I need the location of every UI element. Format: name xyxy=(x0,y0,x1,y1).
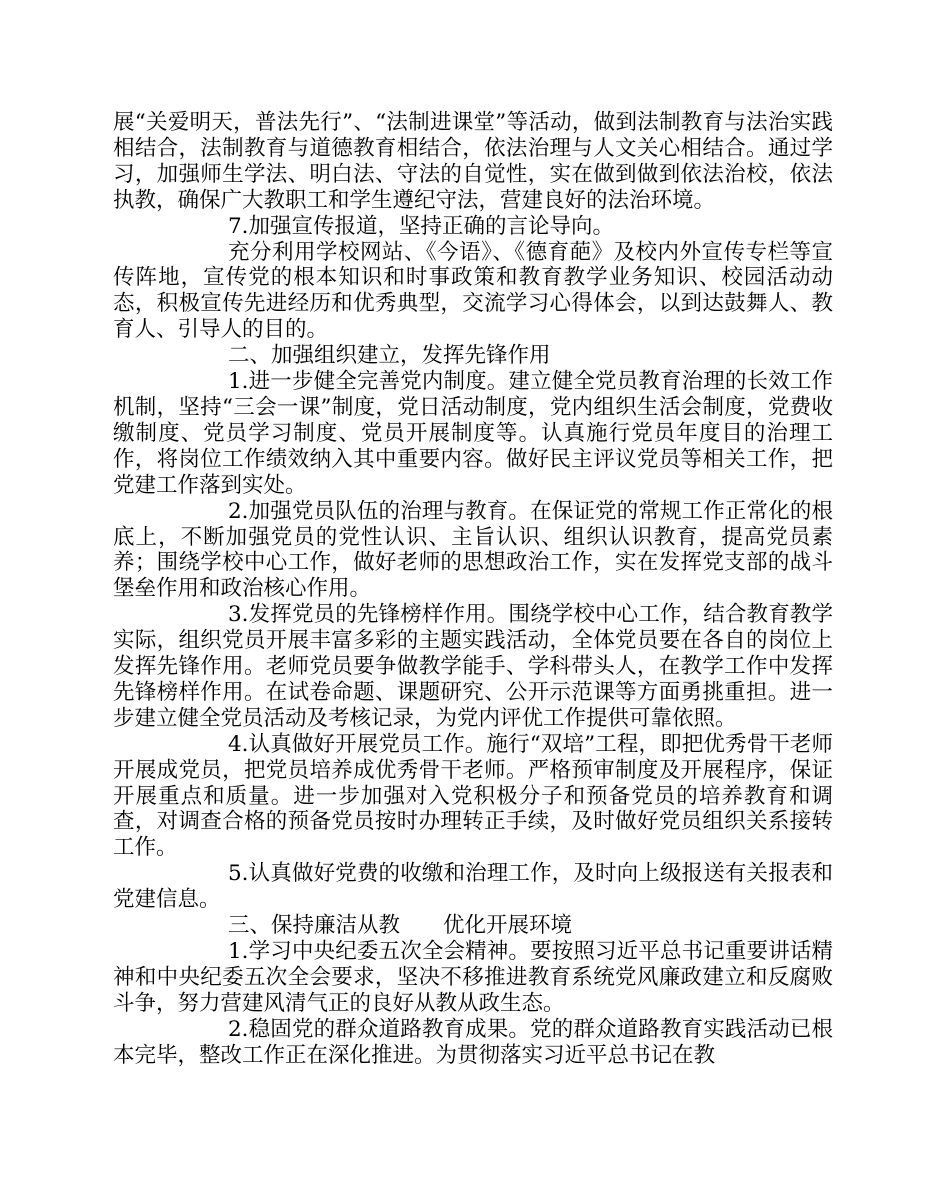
paragraph-legal-education: 展“关爱明天，普法先行”、“法制进课堂”等活动，做到法制教育与法治实践相结合，法制教育与道德教育相结合，依法治理与人文关心相结合。通过学习，加强师生学法、明白法、守法的自觉性，实在做到做到依法治校，依法执教，确保广大教职工和学生遵纪守法，营建良好的法治环境。 xyxy=(113,110,833,213)
item-1-plenary-study: 1.学习中央纪委五次全会精神。要按照习近平总书记重要讲话精神和中央纪委五次全会要求，坚决不移推进教育系统党风廉政建立和反腐败斗争，努力营建风清气正的良好从教从政生态。 xyxy=(113,939,833,1016)
item-3-party-role: 3.发挥党员的先锋榜样作用。围绕学校中心工作，结合教育教学实际，组织党员开展丰富多彩的主题实践活动，全体党员要在各自的岗位上发挥先锋作用。老师党员要争做教学能手、学科带头人，在教学工作中发挥先锋榜样作用。在试卷命题、课题研究、公开示范课等方面勇挑重担。进一步建立健全党员活动及考核记录，为党内评优工作提供可靠依照。 xyxy=(113,602,833,731)
item-2-party-team: 2.加强党员队伍的治理与教育。在保证党的常规工作正常化的根底上，不断加强党员的党性认识、主旨认识、组织认识教育，提高党员素养；围绕学校中心工作，做好老师的思想政治工作，实在发挥党支部的战斗堡垒作用和政治核心作用。 xyxy=(113,498,833,602)
item-7-publicity: 7.加强宣传报道，坚持正确的言论导向。 xyxy=(228,213,615,239)
section-heading-2: 二、加强组织建立，发挥先锋作用 xyxy=(228,343,551,369)
section-heading-3: 三、保持廉洁从教 优化开展环境 xyxy=(228,913,573,939)
item-2-mass-line: 2.稳固党的群众道路教育成果。党的群众道路教育实践活动已根本完毕，整改工作正在深化推进。为贯彻落实习近平总书记在教 xyxy=(113,1016,833,1068)
item-1-party-system: 1.进一步健全完善党内制度。建立健全党员教育治理的长效工作机制，坚持“三会一课”制度，党日活动制度，党内组织生活会制度，党费收缴制度、党员学习制度、党员开展制度等。认真施行党员年度目的治理工作，将岗位工作绩效纳入其中重要内容。做好民主评议党员等相关工作，把党建工作落到实处。 xyxy=(113,369,833,498)
document-page xyxy=(113,110,833,1069)
item-4-member-development: 4.认真做好开展党员工作。施行“双培”工程，即把优秀骨干老师开展成党员，把党员培养成优秀骨干老师。严格预审制度及开展程序，保证开展重点和质量。进一步加强对入党积极分子和预备党员的培养教育和调查，对调查合格的预备党员按时办理转正手续，及时做好党员组织关系接转工作。 xyxy=(113,731,833,861)
item-5-party-dues: 5.认真做好党费的收缴和治理工作，及时向上级报送有关报表和党建信息。 xyxy=(113,861,833,913)
paragraph-publicity-detail: 充分利用学校网站、《今语》、《德育葩》及校内外宣传专栏等宣传阵地，宣传党的根本知识和时事政策和教育教学业务知识、校园活动动态，积极宣传先进经历和优秀典型，交流学习心得体会，以到达鼓舞人、教育人、引导人的目的。 xyxy=(113,239,833,343)
